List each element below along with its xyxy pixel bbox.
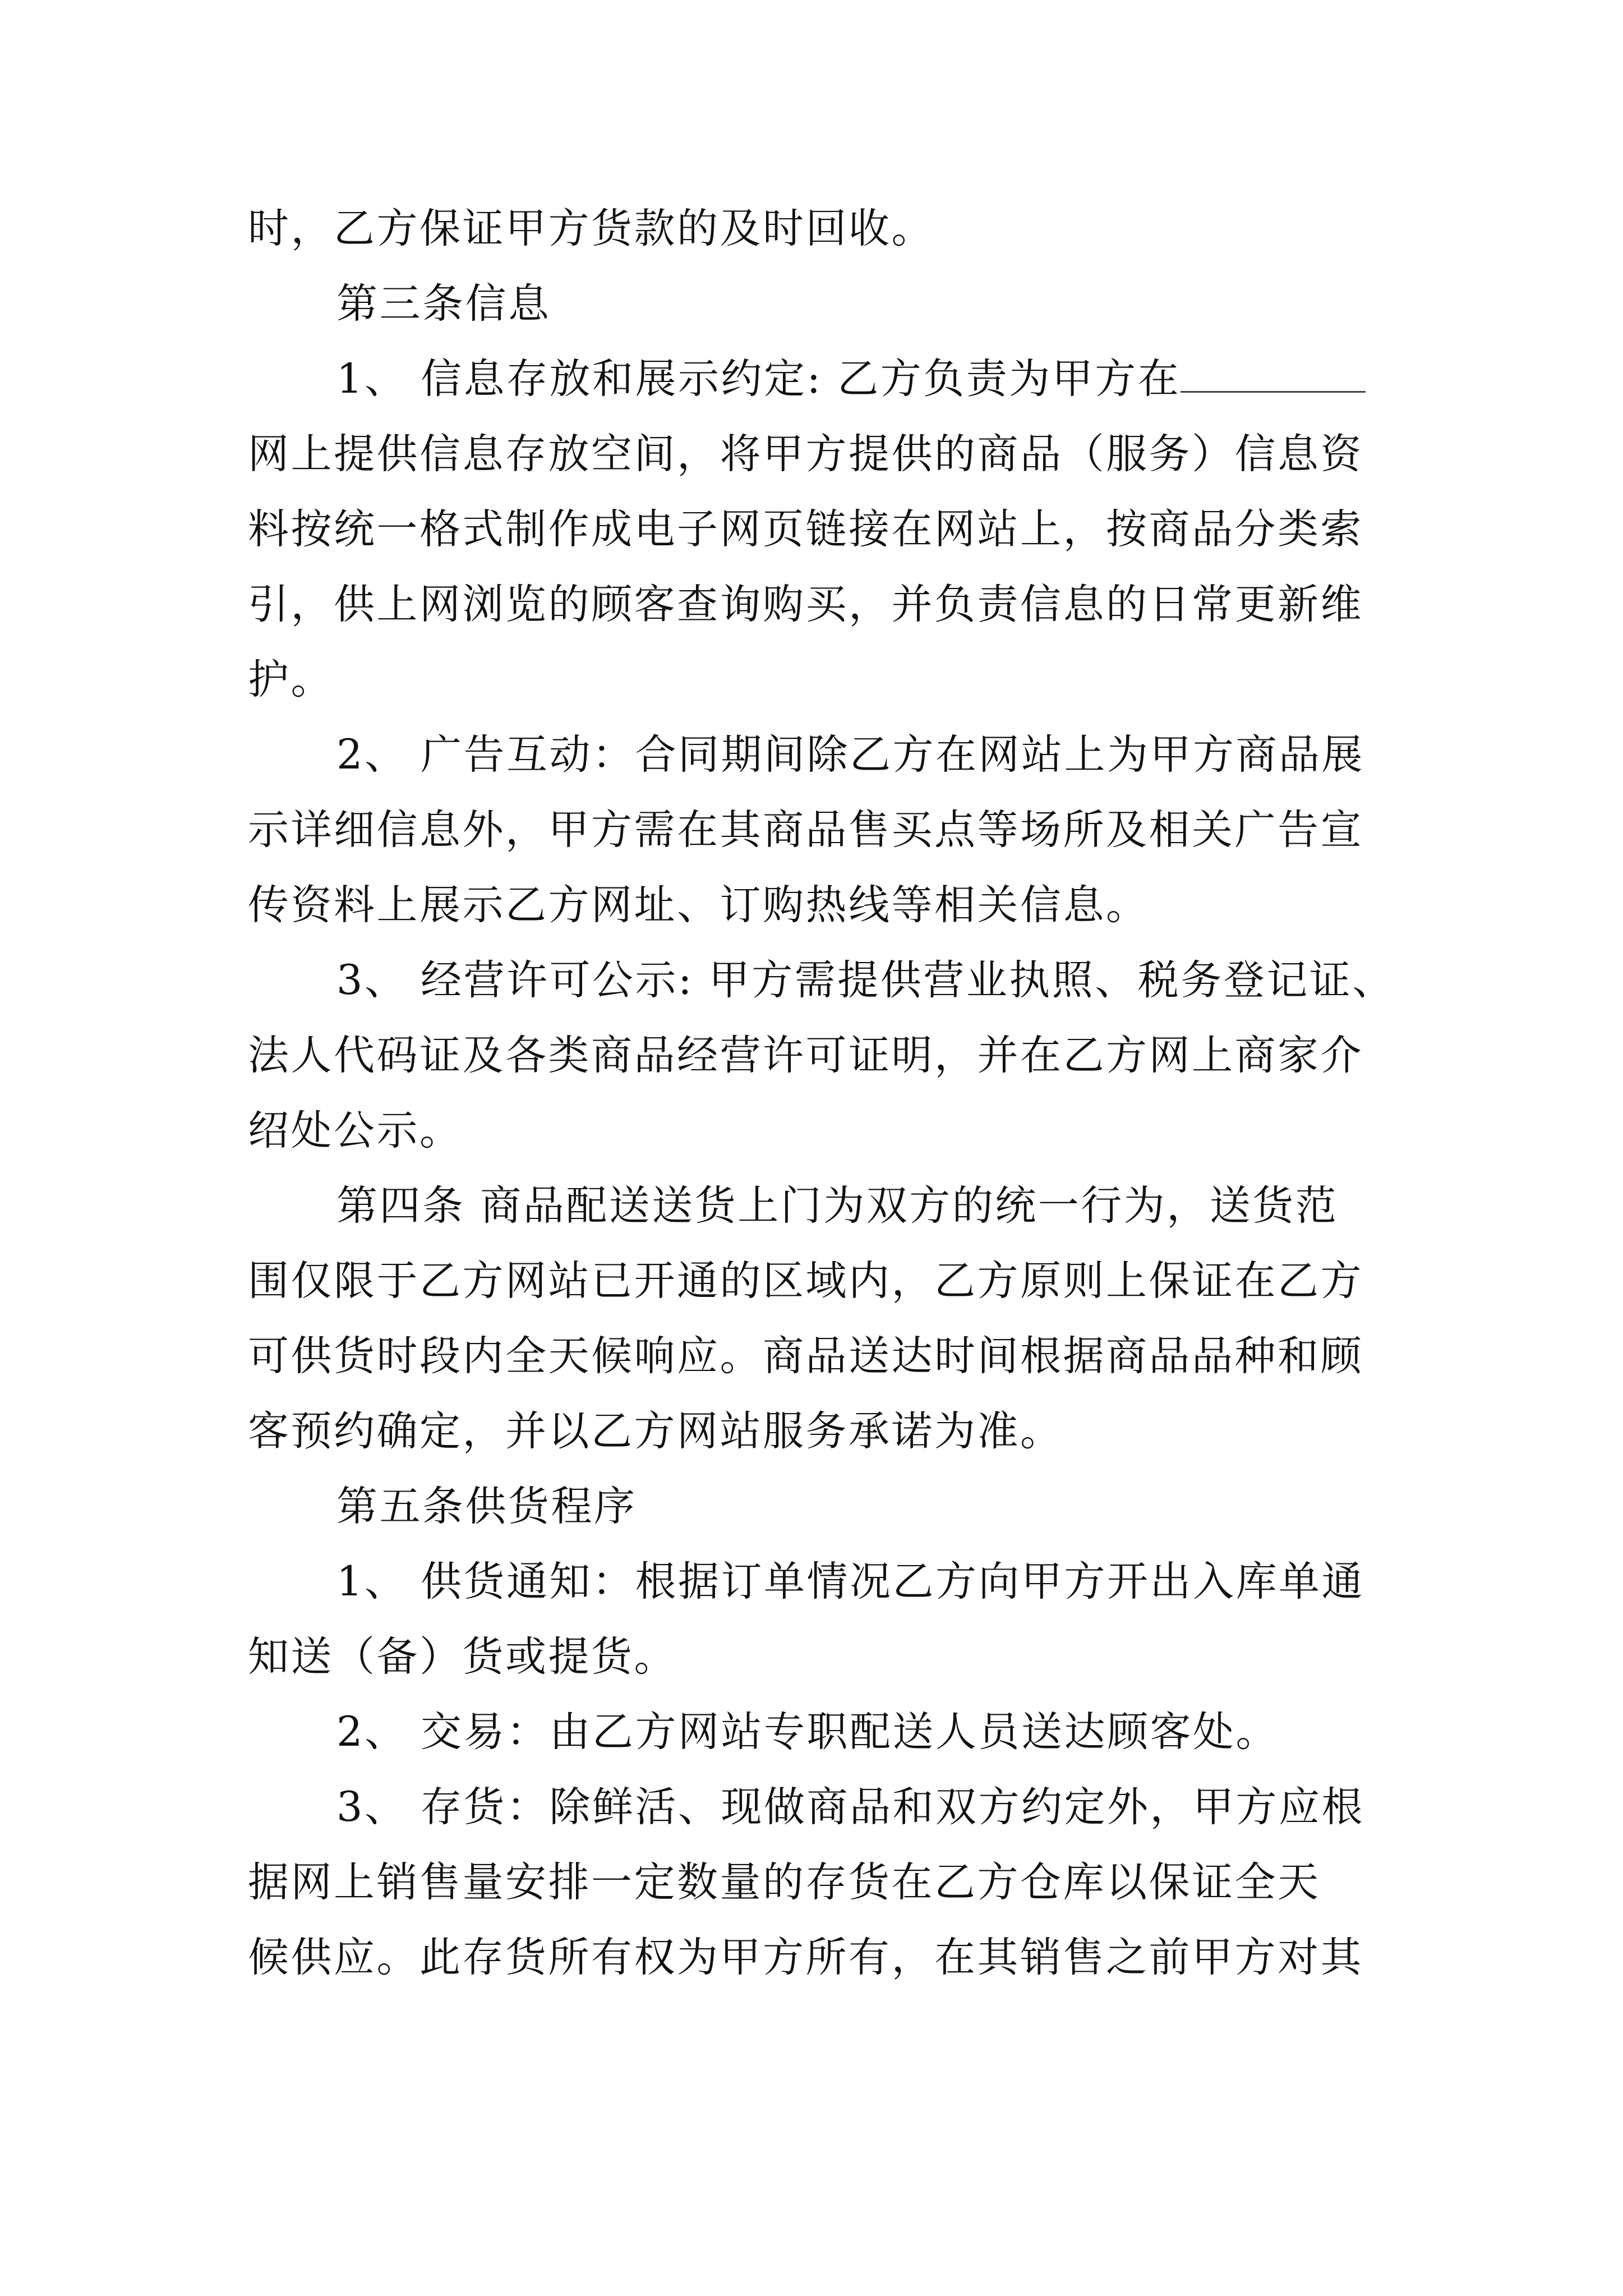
text-line: 护。 [248,656,334,703]
item-number: 2、 [336,731,408,779]
item-3-2 [336,727,1364,783]
text-line: 围仅限于乙方网站已开通的区域内，乙方原则上保证在乙方 [248,1257,1363,1305]
item-text: 存货：除鲜活、现做商品和双方约定外，甲方应根 [421,1783,1364,1831]
item-text: 供货通知：根据订单情况乙方向甲方开出入库单通 [421,1558,1364,1605]
text-line: 客预约确定，并以乙方网站服务承诺为准。 [248,1407,1063,1455]
text-line: 绍处公示。 [248,1107,463,1154]
item-5-2 [336,1704,1279,1760]
item-text: 信息存放和展示约定: 乙方负责为甲方在 [421,355,1181,403]
item-number: 1、 [336,1558,408,1605]
text-line: 示详细信息外，甲方需在其商品售买点等场所及相关广告宣 [248,806,1363,854]
text-line: 知送（备）货或提货。 [248,1633,677,1681]
item-5-1 [336,1554,1364,1610]
item-text: 广告互动：合同期间除乙方在网站上为甲方商品展 [421,731,1364,779]
text-line: 可供货时段内全天候响应。商品送达时间根据商品品种和顾 [248,1332,1363,1380]
text-line: 时，乙方保证甲方货款的及时回收。 [248,205,934,252]
item-3-1 [336,351,1366,407]
section-heading-3: 第三条信息 [336,280,551,328]
item-5-3 [336,1779,1364,1835]
item-text: 经营许可公示: 甲方需提供营业执照、税务登记证、 [421,956,1395,1004]
text-line: 法人代码证及各类商品经营许可证明，并在乙方网上商家介 [248,1032,1363,1079]
text-line: 据网上销售量安排一定数量的存货在乙方仓库以保证全天 [248,1858,1321,1906]
item-number: 3、 [336,1783,408,1831]
item-number: 3、 [336,956,408,1004]
section-heading-5: 第五条供货程序 [336,1483,637,1530]
item-number: 2、 [336,1708,408,1756]
text-line: 传资料上展示乙方网址、订购热线等相关信息。 [248,881,1149,929]
text-line: 引，供上网浏览的顾客查询购买，并负责信息的日常更新维 [248,581,1363,628]
item-number: 1、 [336,355,408,403]
fill-in-blank [1181,357,1366,393]
section-heading-4: 第四条 商品配送送货上门为双方的统一行为，送货范 [336,1182,1339,1230]
item-text: 交易：由乙方网站专职配送人员送达顾客处。 [421,1708,1279,1756]
item-3-3 [336,953,1395,1009]
text-line: 候供应。此存货所有权为甲方所有，在其销售之前甲方对其 [248,1934,1363,1981]
text-line: 料按统一格式制作成电子网页链接在网站上，按商品分类索 [248,505,1363,553]
text-line: 网上提供信息存放空间，将甲方提供的商品（服务）信息资 [248,430,1363,478]
